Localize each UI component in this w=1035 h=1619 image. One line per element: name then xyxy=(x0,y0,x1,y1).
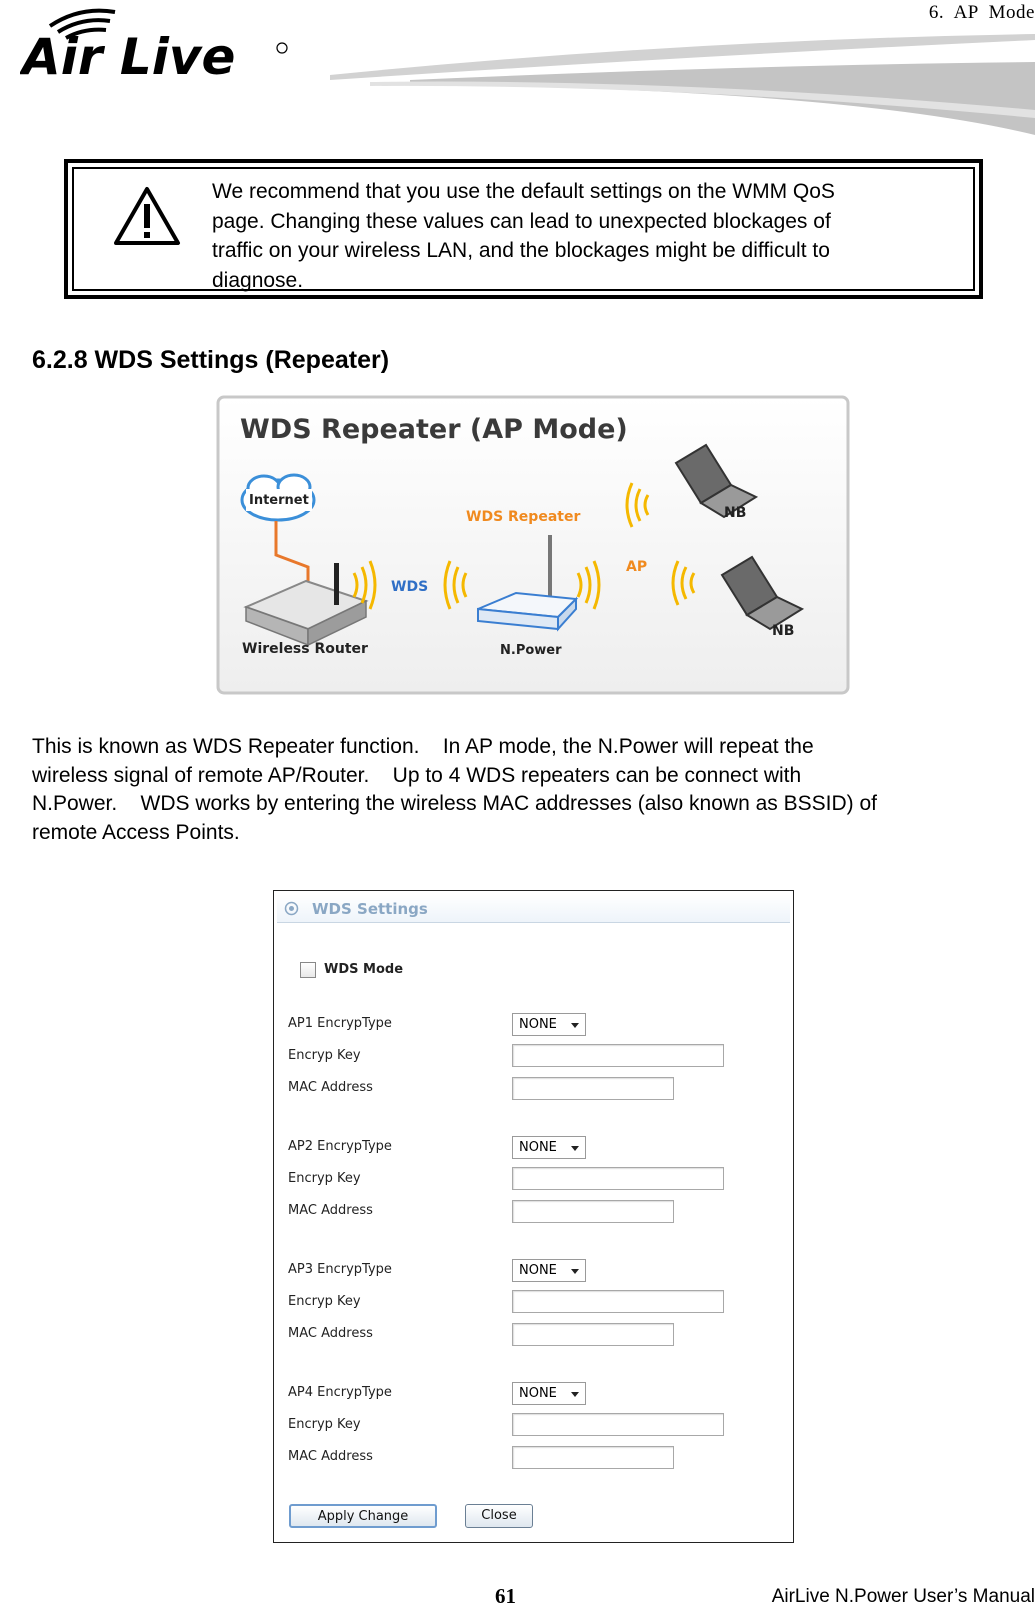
ap1-encryptype-value: NONE xyxy=(519,1017,557,1032)
warning-line: traffic on your wireless LAN, and the blockages might be difficult to xyxy=(212,239,830,262)
ap2-encryptype-select[interactable] xyxy=(512,1136,586,1159)
ap4-encryptype-value: NONE xyxy=(519,1386,557,1401)
ap3-mac-address-input[interactable] xyxy=(512,1323,674,1346)
wds-settings-panel xyxy=(273,890,794,1543)
ap1-mac-address-input[interactable] xyxy=(512,1077,674,1100)
chapter-title: 6. AP Mode xyxy=(928,2,1035,23)
manual-title: AirLive N.Power User’s Manual xyxy=(771,1586,1035,1607)
ap1-encryp-key-label: Encryp Key xyxy=(288,1048,361,1063)
ap2-encryp-key-label: Encryp Key xyxy=(288,1171,361,1186)
paragraph-line: N.Power. WDS works by entering the wireless MAC addresses (also known as BSSID) of xyxy=(32,792,877,815)
npower-label: N.Power xyxy=(500,643,562,658)
warning-text xyxy=(212,177,952,295)
ap3-encryp-key-input[interactable] xyxy=(512,1290,724,1313)
panel-title: WDS Settings xyxy=(312,900,428,918)
ap4-encryp-key-input[interactable] xyxy=(512,1413,724,1436)
ap2-mac-address-label: MAC Address xyxy=(288,1203,373,1218)
warning-line: We recommend that you use the default settings on the WMM QoS xyxy=(212,180,835,203)
apply-change-button[interactable]: Apply Change xyxy=(289,1504,437,1528)
ap3-encryptype-value: NONE xyxy=(519,1263,557,1278)
diagram-title: WDS Repeater (AP Mode) xyxy=(240,414,628,445)
logo-text: Air Live xyxy=(22,28,236,80)
wds-repeater-diagram xyxy=(216,395,852,697)
warning-line: page. Changing these values can lead to unexpected blockages of xyxy=(212,209,831,233)
ap2-mac-address-input[interactable] xyxy=(512,1200,674,1223)
ap1-encryp-key-input[interactable] xyxy=(512,1044,724,1067)
nb2-label: NB xyxy=(772,623,795,639)
ap3-encryptype-label: AP3 EncrypType xyxy=(288,1262,392,1277)
target-icon xyxy=(284,901,299,916)
ap3-encryptype-select[interactable] xyxy=(512,1259,586,1282)
paragraph-line: This is known as WDS Repeater function. In AP mode, the N.Power will repeat the xyxy=(32,735,814,758)
ap4-mac-address-label: MAC Address xyxy=(288,1449,373,1464)
ap4-encryp-key-label: Encryp Key xyxy=(288,1417,361,1432)
chevron-down-icon xyxy=(571,1146,579,1151)
wds-mode-label: WDS Mode xyxy=(324,962,404,977)
ap1-mac-address-label: MAC Address xyxy=(288,1080,373,1095)
panel-title-bar xyxy=(277,894,790,923)
ap4-mac-address-input[interactable] xyxy=(512,1446,674,1469)
paragraph-line: remote Access Points. xyxy=(32,820,240,844)
description-paragraph xyxy=(32,733,1032,847)
repeater-label: WDS Repeater xyxy=(466,509,581,525)
warning-triangle-icon xyxy=(112,185,182,247)
ap4-encryptype-label: AP4 EncrypType xyxy=(288,1385,392,1400)
ap2-encryptype-value: NONE xyxy=(519,1140,557,1155)
ap3-encryp-key-label: Encryp Key xyxy=(288,1294,361,1309)
router-label: Wireless Router xyxy=(242,641,368,657)
chevron-down-icon xyxy=(571,1023,579,1028)
warning-line: diagnose. xyxy=(212,268,304,292)
wds-label: WDS xyxy=(391,579,429,595)
internet-label: Internet xyxy=(249,493,309,508)
ap3-mac-address-label: MAC Address xyxy=(288,1326,373,1341)
ap1-encryptype-label: AP1 EncrypType xyxy=(288,1016,392,1031)
chevron-down-icon xyxy=(571,1392,579,1397)
warning-box xyxy=(64,159,983,299)
chevron-down-icon xyxy=(571,1269,579,1274)
ap2-encryp-key-input[interactable] xyxy=(512,1167,724,1190)
ap2-encryptype-label: AP2 EncrypType xyxy=(288,1139,392,1154)
nb1-label: NB xyxy=(724,505,747,521)
section-heading: 6.2.8 WDS Settings (Repeater) xyxy=(32,346,390,374)
ap4-encryptype-select[interactable] xyxy=(512,1382,586,1405)
page-number: 61 xyxy=(495,1584,516,1608)
ap1-encryptype-select[interactable] xyxy=(512,1013,586,1036)
ap-label: AP xyxy=(626,559,648,575)
paragraph-line: wireless signal of remote AP/Router. Up to 4 WDS repeaters can be connect with xyxy=(32,763,802,787)
close-button[interactable]: Close xyxy=(465,1504,533,1528)
wds-mode-checkbox[interactable] xyxy=(300,962,316,978)
airlive-logo xyxy=(20,2,290,80)
header-swoosh xyxy=(330,20,1035,140)
